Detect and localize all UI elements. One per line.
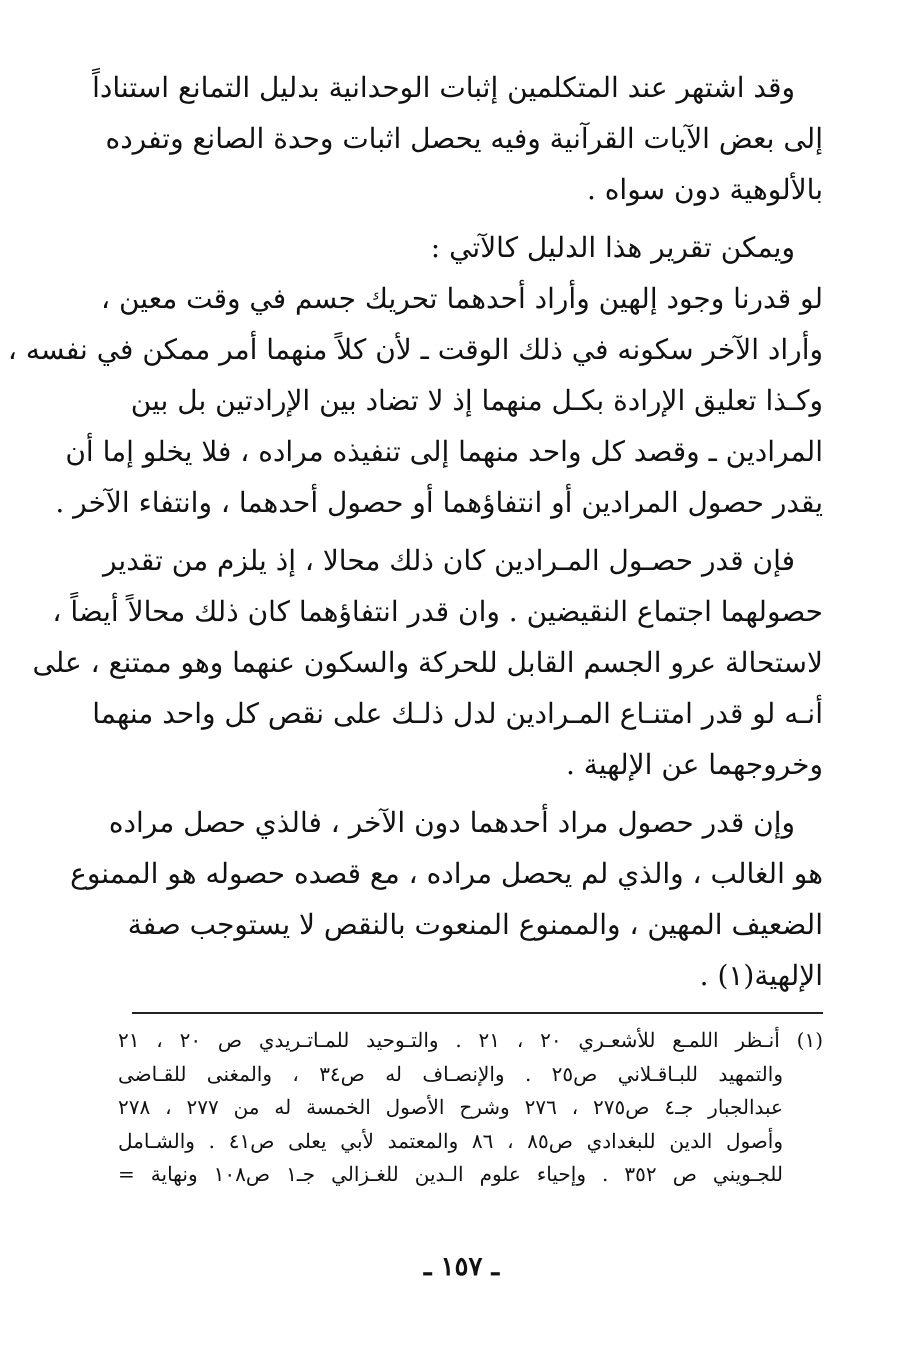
text-line: الإلهية(١) . <box>699 959 823 992</box>
text-line: ويمكن تقرير هذا الدليل كالآتي : <box>430 231 795 264</box>
text-line: إلى بعض الآيات القرآنية وفيه يحصل اثبات وحدة الصانع وتفرده <box>105 122 823 155</box>
text-line: لاستحالة عرو الجسم القابل للحركة والسكون عنهما وهو ممتنع ، على <box>32 646 823 679</box>
main-text <box>7 62 823 1008</box>
footnote-separator <box>132 1012 823 1014</box>
text-line: وإن قدر حصول مراد أحدهما دون الآخر ، فالذي حصل مراده <box>108 806 795 839</box>
footnote-line: وأصول الدين للبغدادي ص٨٥ ، ٨٦ والمعتمد لأبي يعلى ص٤١ . والشـامل <box>118 1128 784 1153</box>
footnote-line: والتمهيد للبـاقـلاني ص٢٥ . والإنصـاف له ص٣٤ ، والمغنى للقـاضى <box>118 1061 783 1086</box>
paragraph-2 <box>7 222 823 528</box>
text-line: وكـذا تعليق الإرادة بكـل منهما إذ لا تضاد بين الإرادتين بل بين <box>130 384 823 417</box>
text-line: وقد اشتهر عند المتكلمين إثبات الوحدانية بدليل التمانع استناداً <box>92 71 795 104</box>
text-line: بالألوهية دون سواه . <box>586 173 823 206</box>
paragraph-3 <box>32 535 823 790</box>
paragraph-1 <box>92 62 823 215</box>
text-line: هو الغالب ، والذي لم يحصل مراده ، مع قصده حصوله هو الممنوع <box>70 857 823 890</box>
text-line: المرادين ـ وقصد كل واحد منهما إلى تنفيذه مراده ، فلا يخلو إما أن <box>65 435 823 468</box>
text-line: يقدر حصول المرادين أو انتفاؤهما أو حصول أحدهما ، وانتفاء الآخر . <box>55 486 823 519</box>
text-line: وخروجهما عن الإلهية . <box>565 748 823 781</box>
text-line: أنـه لو قدر امتنـاع المـرادين لدل ذلـك على نقص كل واحد منهما <box>92 697 823 730</box>
footnote-line: (١) أنـظر اللمـع للأشعـري ٢٠ ، ٢١ . والتـوحيد للمـاتـريدي ص ٢٠ ، ٢١ <box>118 1028 823 1052</box>
footnote-line: عبدالجبار جـ٤ ص٢٧٥ ، ٢٧٦ وشرح الأصول الخمسة له من ٢٧٧ ، ٢٧٨ <box>118 1095 783 1119</box>
text-line: الضعيف المهين ، والممنوع المنعوت بالنقص لا يستوجب صفة <box>127 908 823 941</box>
footnotes <box>118 1024 823 1192</box>
text-line: فإن قدر حصـول المـرادين كان ذلك محالا ، إذ يلزم من تقدير <box>102 544 795 577</box>
footnote-line: للجـويني ص ٣٥٢ . وإحياء علوم الـدين للغـزالي جـ١ ص١٠٨ ونهاية = <box>118 1162 783 1186</box>
text-line: وأراد الآخر سكونه في ذلك الوقت ـ لأن كلاً منهما أمر ممكن في نفسه ، <box>7 333 823 366</box>
text-line: لو قدرنا وجود إلهين وأراد أحدهما تحريك جسم في وقت معين ، <box>101 282 823 315</box>
text-line: حصولهما اجتماع النقيضين . وان قدر انتفاؤهما كان ذلك محالاً أيضاً ، <box>52 595 823 628</box>
paragraph-4 <box>70 797 823 1001</box>
page-number: ـ ١٥٧ ـ <box>423 1252 500 1282</box>
